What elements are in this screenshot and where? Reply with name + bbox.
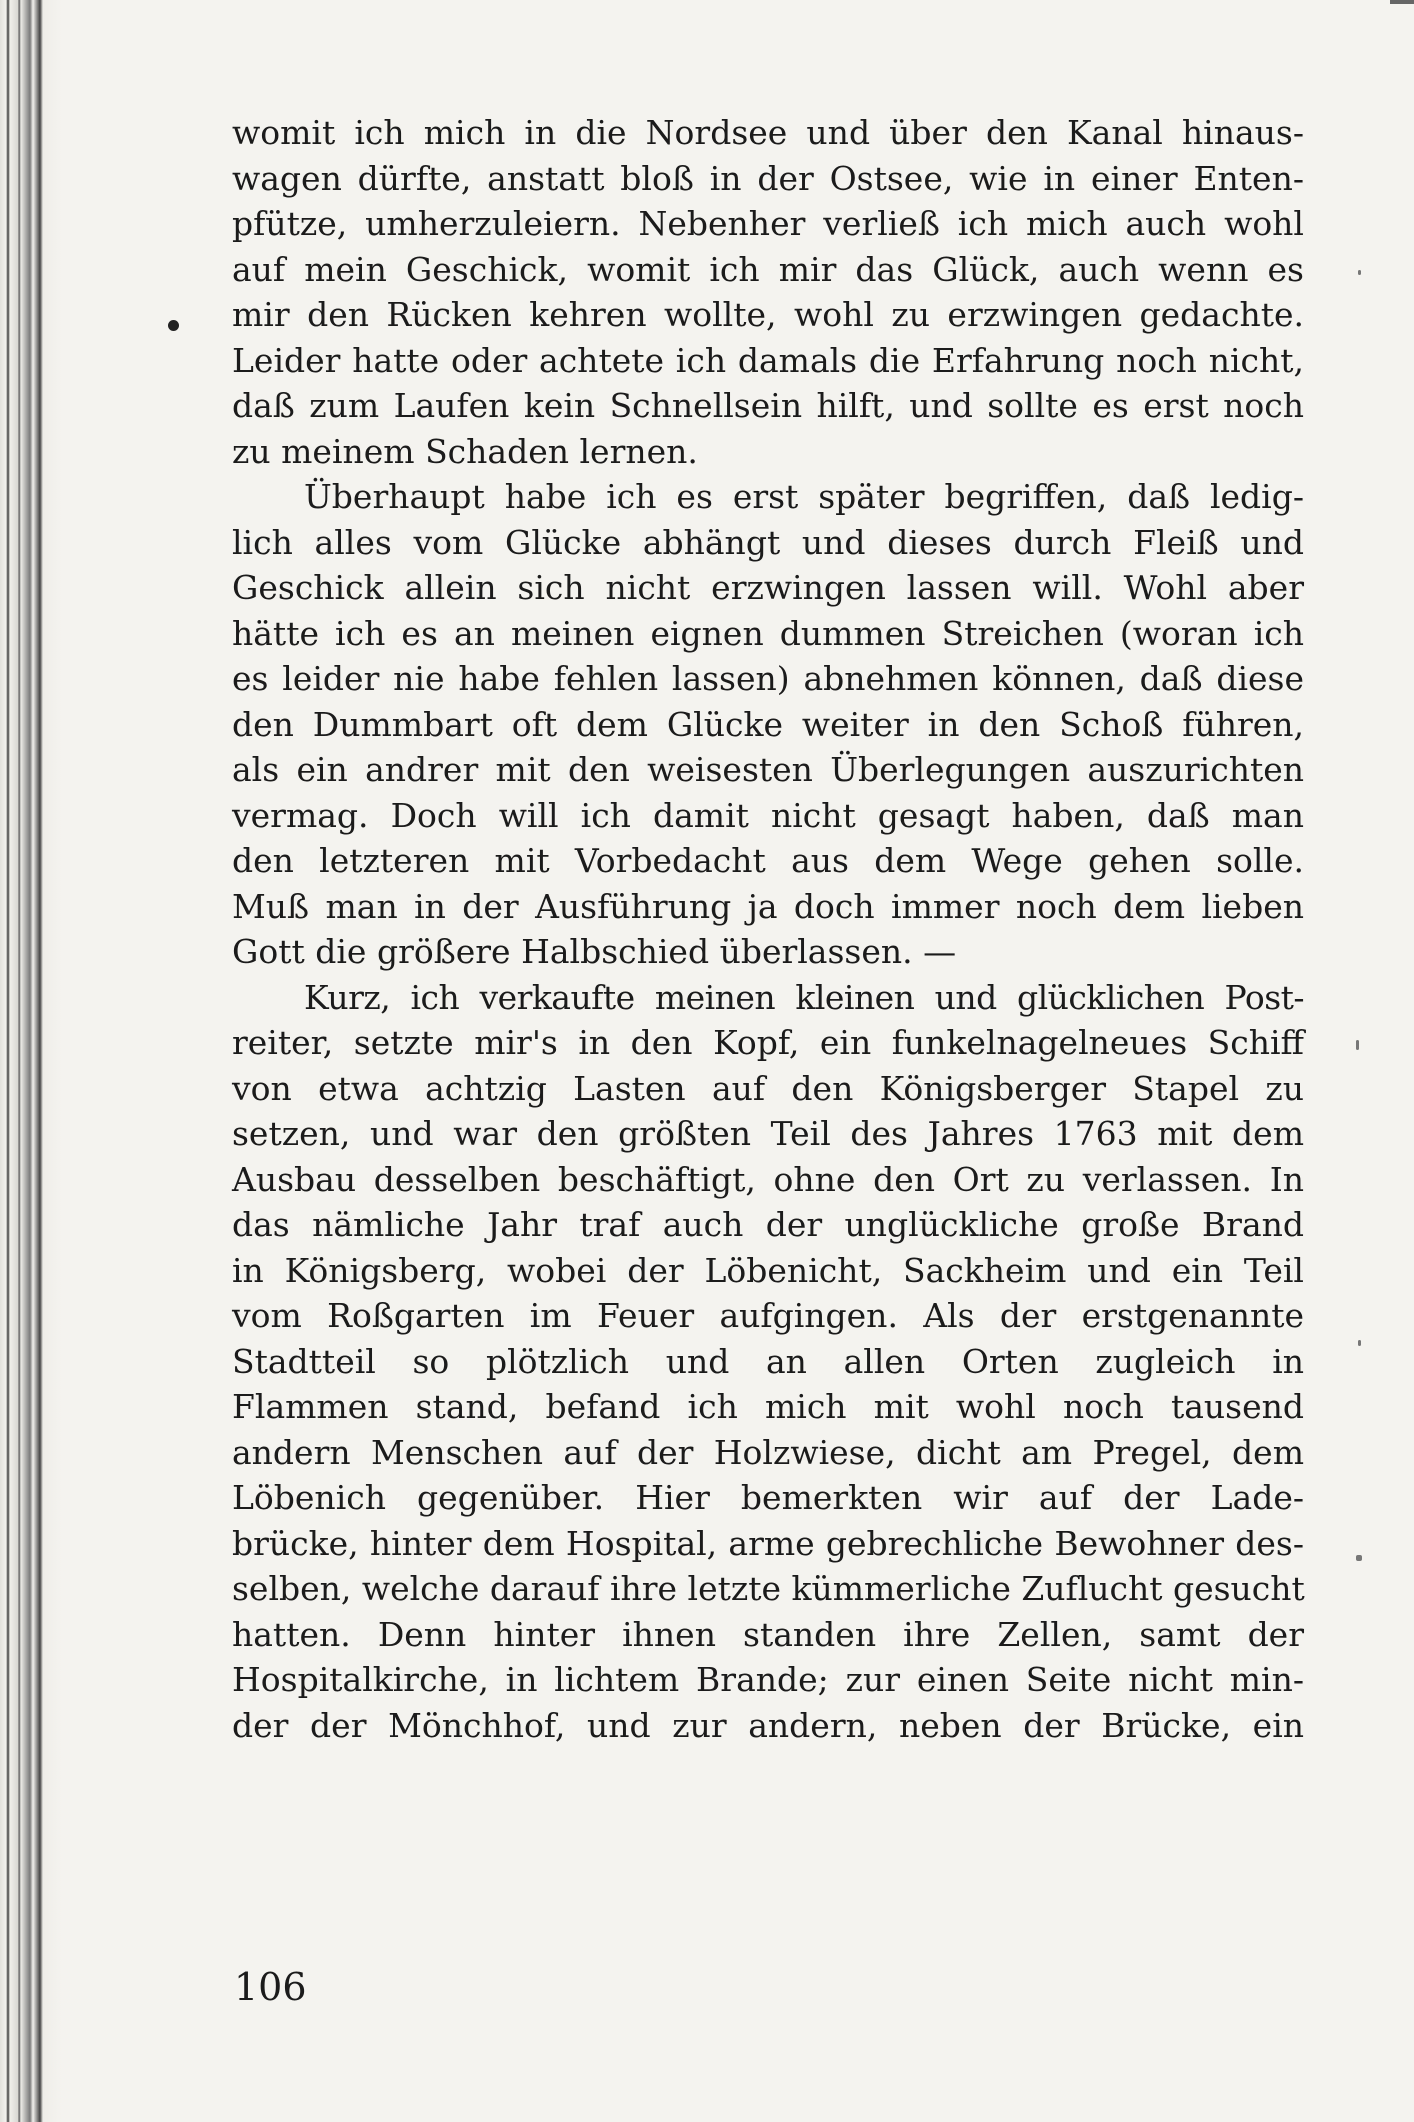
text-line: Hospitalkirche, in lichtem Brande; zur einen Seite nicht min- [232, 1660, 1304, 1699]
margin-speck [1356, 1555, 1362, 1561]
book-spine-edge [0, 0, 62, 2122]
text-line: Ausbau desselben beschäftigt, ohne den Ort zu verlassen. In [232, 1159, 1304, 1199]
paragraph-2 [232, 474, 1304, 975]
margin-speck [1356, 1040, 1359, 1050]
text-line: auf mein Geschick, womit ich mir das Glück, auch wenn es [232, 249, 1304, 289]
text-line: vom Roßgarten im Feuer aufgingen. Als der erstgenannte [232, 1296, 1304, 1335]
text-line: Geschick allein sich nicht erzwingen lassen will. Wohl aber [232, 568, 1304, 607]
paragraph-1 [232, 110, 1304, 474]
text-line: zu meinem Schaden lernen. [232, 431, 698, 471]
text-line: Leider hatte oder achtete ich damals die Erfahrung noch nicht, [232, 340, 1304, 380]
text-line: als ein andrer mit den weisesten Überlegungen auszurichten [232, 750, 1304, 789]
margin-speck [1358, 1340, 1361, 1346]
text-line: pfütze, umherzuleiern. Nebenher verließ ich mich auch wohl [232, 204, 1304, 243]
text-line: das nämliche Jahr traf auch der unglückliche große Brand [232, 1205, 1304, 1244]
text-line: vermag. Doch will ich damit nicht gesagt haben, daß man [232, 795, 1304, 835]
text-line: reiter, setzte mir's in den Kopf, ein funkelnagelneues Schiff [232, 1023, 1304, 1062]
text-line: Kurz, ich verkaufte meinen kleinen und glücklichen Post- [304, 977, 1304, 1017]
text-line: von etwa achtzig Lasten auf den Königsberger Stapel zu [232, 1068, 1304, 1108]
text-line: Gott die größere Halbschied überlassen. — [232, 932, 957, 971]
text-line: Löbenich gegenüber. Hier bemerkten wir auf der Lade- [232, 1478, 1304, 1517]
text-line: mir den Rücken kehren wollte, wohl zu erzwingen gedachte. [232, 295, 1304, 334]
text-line: Muß man in der Ausführung ja doch immer noch dem lieben [232, 886, 1304, 926]
text-line: Überhaupt habe ich es erst später begriffen, daß ledig- [304, 477, 1304, 516]
text-line: andern Menschen auf der Holzwiese, dicht am Pregel, dem [232, 1432, 1304, 1472]
scan-corner-mark [1390, 0, 1414, 4]
text-line: wagen dürfte, anstatt bloß in der Ostsee, wie in einer Enten- [232, 158, 1304, 198]
text-line: in Königsberg, wobei der Löbenicht, Sackheim und ein Teil [232, 1250, 1304, 1290]
text-line: hätte ich es an meinen eignen dummen Streichen (woran ich [232, 613, 1304, 653]
paragraph-3 [232, 975, 1304, 1749]
margin-speck [1358, 270, 1361, 275]
text-line: den letzteren mit Vorbedacht aus dem Wege gehen solle. [232, 841, 1304, 880]
text-line: es leider nie habe fehlen lassen) abnehmen können, daß diese [232, 659, 1304, 698]
text-line: brücke, hinter dem Hospital, arme gebrechliche Bewohner des- [232, 1523, 1304, 1563]
text-line: daß zum Laufen kein Schnellsein hilft, und sollte es erst noch [232, 386, 1304, 425]
text-line: den Dummbart oft dem Glücke weiter in den Schoß führen, [232, 704, 1304, 744]
text-line: selben, welche darauf ihre letzte kümmerliche Zuflucht gesucht [232, 1569, 1305, 1608]
page-number: 106 [234, 1965, 307, 2009]
text-line: hatten. Denn hinter ihnen standen ihre Zellen, samt der [232, 1614, 1304, 1654]
book-page-body [232, 110, 1304, 1748]
text-line: setzen, und war den größten Teil des Jahres 1763 mit dem [232, 1114, 1304, 1153]
text-line: Stadtteil so plötzlich und an allen Orten zugleich in [232, 1341, 1304, 1381]
text-line: womit ich mich in die Nordsee und über den Kanal hinaus- [232, 113, 1304, 152]
text-line: Flammen stand, befand ich mich mit wohl noch tausend [232, 1387, 1304, 1426]
text-line: lich alles vom Glücke abhängt und dieses durch Fleiß und [232, 522, 1304, 562]
margin-dot [168, 320, 179, 331]
text-line: der der Mönchhof, und zur andern, neben der Brücke, ein [232, 1705, 1304, 1745]
